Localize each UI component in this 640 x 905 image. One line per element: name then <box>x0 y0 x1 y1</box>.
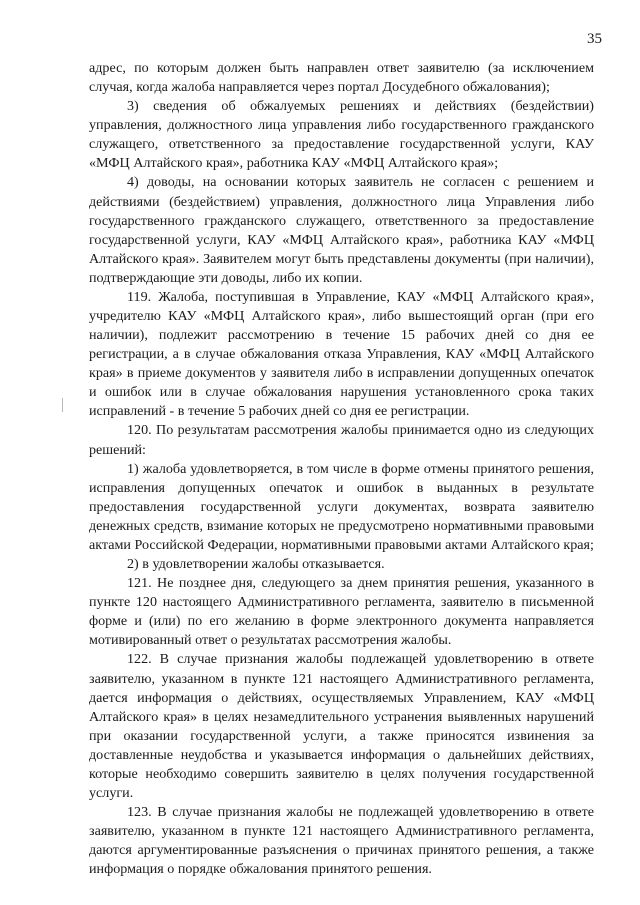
paragraph-123: 123. В случае признания жалобы не подлежащей удовлетворению в ответе заявителю, указанном в пункте 121 настоящего Административного регламента, даются аргументированные разъяснения о причинах принятого решения, а также информация о порядке обжалования принятого решения. <box>89 804 594 878</box>
paragraph-item-3: 3) сведения об обжалуемых решениях и действиях (бездействии) управления, должностного лица управления либо государственного гражданского служащего, ответственного за предоставление государственной услуги, КАУ «МФЦ Алтайского края», работника КАУ «МФЦ Алтайского края»; <box>89 98 594 172</box>
paragraph-120: 120. По результатам рассмотрения жалобы принимается одно из следующих решений: <box>89 422 594 458</box>
document-body <box>89 59 594 879</box>
paragraph-119: 119. Жалоба, поступившая в Управление, КАУ «МФЦ Алтайского края», учредителю КАУ «МФЦ Алтайского края», либо вышестоящий орган (при его наличии), подлежит рассмотрению в течение 15 рабочих дней со дня ее регистрации, а в случае обжалования отказа Управления, КАУ «МФЦ Алтайского края» в приеме документов у заявителя либо в исправлении допущенных опечаток и ошибок или в случае обжалования нарушения установленного срока таких исправлений - в течение 5 рабочих дней со дня ее регистрации. <box>89 288 594 420</box>
paragraph-item-4: 4) доводы, на основании которых заявитель не согласен с решением и действиями (бездействием) управления, должностного лица Управления либо государственного гражданского служащего, ответственного за предоставление государственной услуги, КАУ «МФЦ Алтайского края», работника КАУ «МФЦ Алтайского края». Заявителем могут быть представлены документы (при наличии), подтверждающие эти доводы, либо их копии. <box>89 174 594 286</box>
paragraph-address-continuation: адрес, по которым должен быть направлен ответ заявителю (за исключением случая, когда жалоба направляется через портал Досудебного обжалования); <box>89 60 594 96</box>
paragraph-122: 122. В случае признания жалобы подлежащей удовлетворению в ответе заявителю, указанном в пункте 121 настоящего Административного регламента, дается информация о действиях, осуществляемых Управлением, КАУ «МФЦ Алтайского края» в целях незамедлительного устранения выявленных нарушений при оказании государственной услуги, а также приносятся извинения за доставленные неудобства и указывается информация о дальнейших действиях, которые необходимо совершить заявителю в целях получения государственной услуги. <box>89 651 594 801</box>
paragraph-121: 121. Не позднее дня, следующего за днем принятия решения, указанного в пункте 120 настоящего Административного регламента, заявителю в письменной форме и (или) по его желанию в форме электронного документа направляется мотивированный ответ о результатах рассмотрения жалобы. <box>89 575 594 649</box>
margin-mark <box>62 398 63 412</box>
page-number: 35 <box>587 31 602 47</box>
paragraph-120-item-1: 1) жалоба удовлетворяется, в том числе в форме отмены принятого решения, исправления допущенных опечаток и ошибок в выданных в результате предоставления государственной услуги документах, возврата заявителю денежных средств, взимание которых не предусмотрено нормативными правовыми актами Российской Федерации, нормативными правовыми актами Алтайского края; <box>89 460 594 553</box>
paragraph-120-item-2: 2) в удовлетворении жалобы отказывается. <box>127 556 385 573</box>
